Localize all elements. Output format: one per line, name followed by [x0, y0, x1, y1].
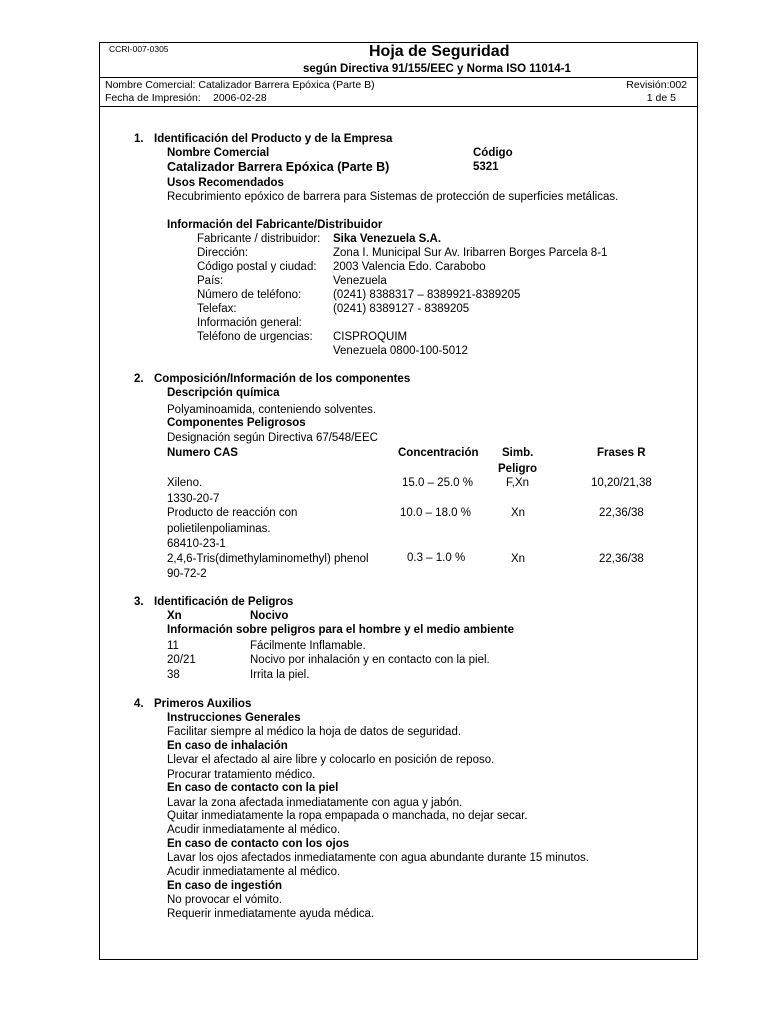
component-symbol: F,Xn — [506, 477, 530, 489]
maker-label-distributor: Fabricante / distribuidor: — [197, 233, 321, 245]
section-4-heading: Primeros Auxilios — [154, 698, 252, 710]
skin-contact-label: En caso de contacto con la piel — [167, 782, 339, 794]
maker-value-emergency: CISPROQUIM — [333, 331, 408, 343]
uses-text: Recubrimiento epóxico de barrera para Sistemas de protección de superficies metálicas. — [167, 191, 619, 203]
inhalation-text-1: Llevar el afectado al aire libre y colocarlo en posición de reposo. — [167, 754, 495, 766]
component-name: Xileno. — [167, 477, 203, 489]
inhalation-text-2: Procurar tratamiento médico. — [167, 769, 316, 781]
skin-contact-text-2: Quitar inmediatamente la ropa empapada o manchada, no dejar secar. — [167, 810, 528, 822]
col-header-cas: Numero CAS — [167, 447, 238, 459]
ingestion-text-2: Requerir inmediatamente ayuda médica. — [167, 908, 375, 920]
section-1-heading: Identificación del Producto y de la Empresa — [154, 133, 393, 145]
section-1-number: 1. — [134, 133, 144, 145]
maker-value-distributor: Sika Venezuela S.A. — [333, 233, 442, 245]
header-print-date: 2006-02-28 — [213, 92, 267, 104]
ingestion-label: En caso de ingestión — [167, 880, 283, 892]
component-concentration: 10.0 – 18.0 % — [400, 507, 471, 519]
general-instructions-label: Instrucciones Generales — [167, 712, 301, 724]
maker-value-address: Zona I. Municipal Sur Av. Iribarren Borges Parcela 8-1 — [333, 247, 608, 259]
section-2-heading: Composición/Información de los componentes — [154, 373, 411, 385]
maker-label-emergency: Teléfono de urgencias: — [197, 331, 313, 343]
section-2-number: 2. — [134, 373, 144, 385]
hazard-symbol: Xn — [167, 610, 182, 622]
maker-label-fax: Telefax: — [197, 303, 237, 315]
doc-code: CCRI-007-0305 — [109, 44, 169, 54]
designation-text: Designación según Directiva 67/548/EEC — [167, 432, 378, 444]
maker-label-phone: Número de teléfono: — [197, 289, 302, 301]
trade-name-label: Nombre Comercial — [167, 147, 270, 159]
maker-label-postal: Código postal y ciudad: — [197, 261, 317, 273]
maker-value-phone: (0241) 8388317 – 8389921-8389205 — [333, 289, 521, 301]
component-cas: 90-72-2 — [167, 568, 207, 580]
general-instructions-text: Facilitar siempre al médico la hoja de datos de seguridad. — [167, 726, 462, 738]
component-name: 2,4,6-Tris(dimethylaminomethyl) phenol — [167, 553, 369, 565]
component-cas: 68410-23-1 — [167, 538, 226, 550]
risk-phrase-text: Fácilmente Inflamable. — [250, 640, 366, 652]
product-name: Catalizador Barrera Epóxica (Parte B) — [167, 160, 390, 174]
col-header-symbol: Simb. — [502, 447, 534, 459]
page-subtitle: según Directiva 91/155/EEC y Norma ISO 11014-1 — [303, 63, 571, 75]
eye-contact-text-2: Acudir inmediatamente al médico. — [167, 866, 341, 878]
col-header-symbol-line2: Peligro — [498, 463, 537, 475]
hazard-symbol-meaning: Nocivo — [250, 610, 289, 622]
chem-desc-label: Descripción química — [167, 387, 280, 399]
code-label: Código — [473, 147, 513, 159]
component-phrases: 10,20/21,38 — [591, 477, 652, 489]
hazard-components-label: Componentes Peligrosos — [167, 417, 306, 429]
maker-label-general: Información general: — [197, 317, 302, 329]
ingestion-text-1: No provocar el vómito. — [167, 894, 283, 906]
risk-phrase-text: Nocivo por inhalación y en contacto con la piel. — [250, 654, 490, 666]
page-title: Hoja de Seguridad — [369, 43, 510, 60]
risk-phrase-code: 38 — [167, 669, 180, 681]
component-name: Producto de reacción con — [167, 507, 298, 519]
component-symbol: Xn — [511, 553, 526, 565]
maker-value-fax: (0241) 8389127 - 8389205 — [333, 303, 470, 315]
component-cas: 1330-20-7 — [167, 493, 220, 505]
risk-phrase-code: 11 — [167, 640, 179, 652]
hazard-info-heading: Información sobre peligros para el hombre y el medio ambiente — [167, 624, 515, 636]
risk-phrase-text: Irrita la piel. — [250, 669, 310, 681]
section-4-number: 4. — [134, 698, 144, 710]
header-print-date-label: Fecha de Impresión: — [105, 92, 201, 104]
maker-label-country: País: — [197, 275, 224, 287]
component-symbol: Xn — [511, 507, 526, 519]
component-phrases: 22,36/38 — [599, 507, 644, 519]
chem-desc-text: Polyaminoamida, conteniendo solventes. — [167, 404, 377, 416]
section-3-heading: Identificación de Peligros — [154, 596, 294, 608]
maker-value-country: Venezuela — [333, 275, 387, 287]
maker-value-postal: 2003 Valencia Edo. Carabobo — [333, 261, 486, 273]
col-header-concentration: Concentración — [398, 447, 479, 459]
header-page-number: 1 de 5 — [646, 92, 676, 104]
header-divider-bottom — [99, 106, 698, 107]
col-header-phrases: Frases R — [597, 447, 646, 459]
inhalation-label: En caso de inhalación — [167, 740, 288, 752]
section-3-number: 3. — [134, 596, 144, 608]
skin-contact-text-3: Acudir inmediatamente al médico. — [167, 824, 341, 836]
eye-contact-text-1: Lavar los ojos afectados inmediatamente con agua abundante durante 15 minutos. — [167, 852, 589, 864]
header-trade-name: Nombre Comercial: Catalizador Barrera Epóxica (Parte B) — [105, 79, 375, 91]
component-phrases: 22,36/38 — [599, 553, 644, 565]
uses-label: Usos Recomendados — [167, 177, 284, 189]
component-concentration: 15.0 – 25.0 % — [402, 477, 473, 489]
skin-contact-text-1: Lavar la zona afectada inmediatamente con agua y jabón. — [167, 797, 463, 809]
component-name-line2: polietilenpoliaminas. — [167, 523, 271, 535]
maker-heading: Información del Fabricante/Distribuidor — [167, 219, 383, 231]
maker-value-emergency-line2: Venezuela 0800-100-5012 — [333, 345, 468, 357]
product-code: 5321 — [473, 161, 499, 173]
eye-contact-label: En caso de contacto con los ojos — [167, 838, 350, 850]
component-concentration: 0.3 – 1.0 % — [407, 552, 466, 564]
header-revision: Revisión:002 — [626, 79, 687, 91]
maker-label-address: Dirección: — [197, 247, 249, 259]
risk-phrase-code: 20/21 — [167, 654, 196, 666]
